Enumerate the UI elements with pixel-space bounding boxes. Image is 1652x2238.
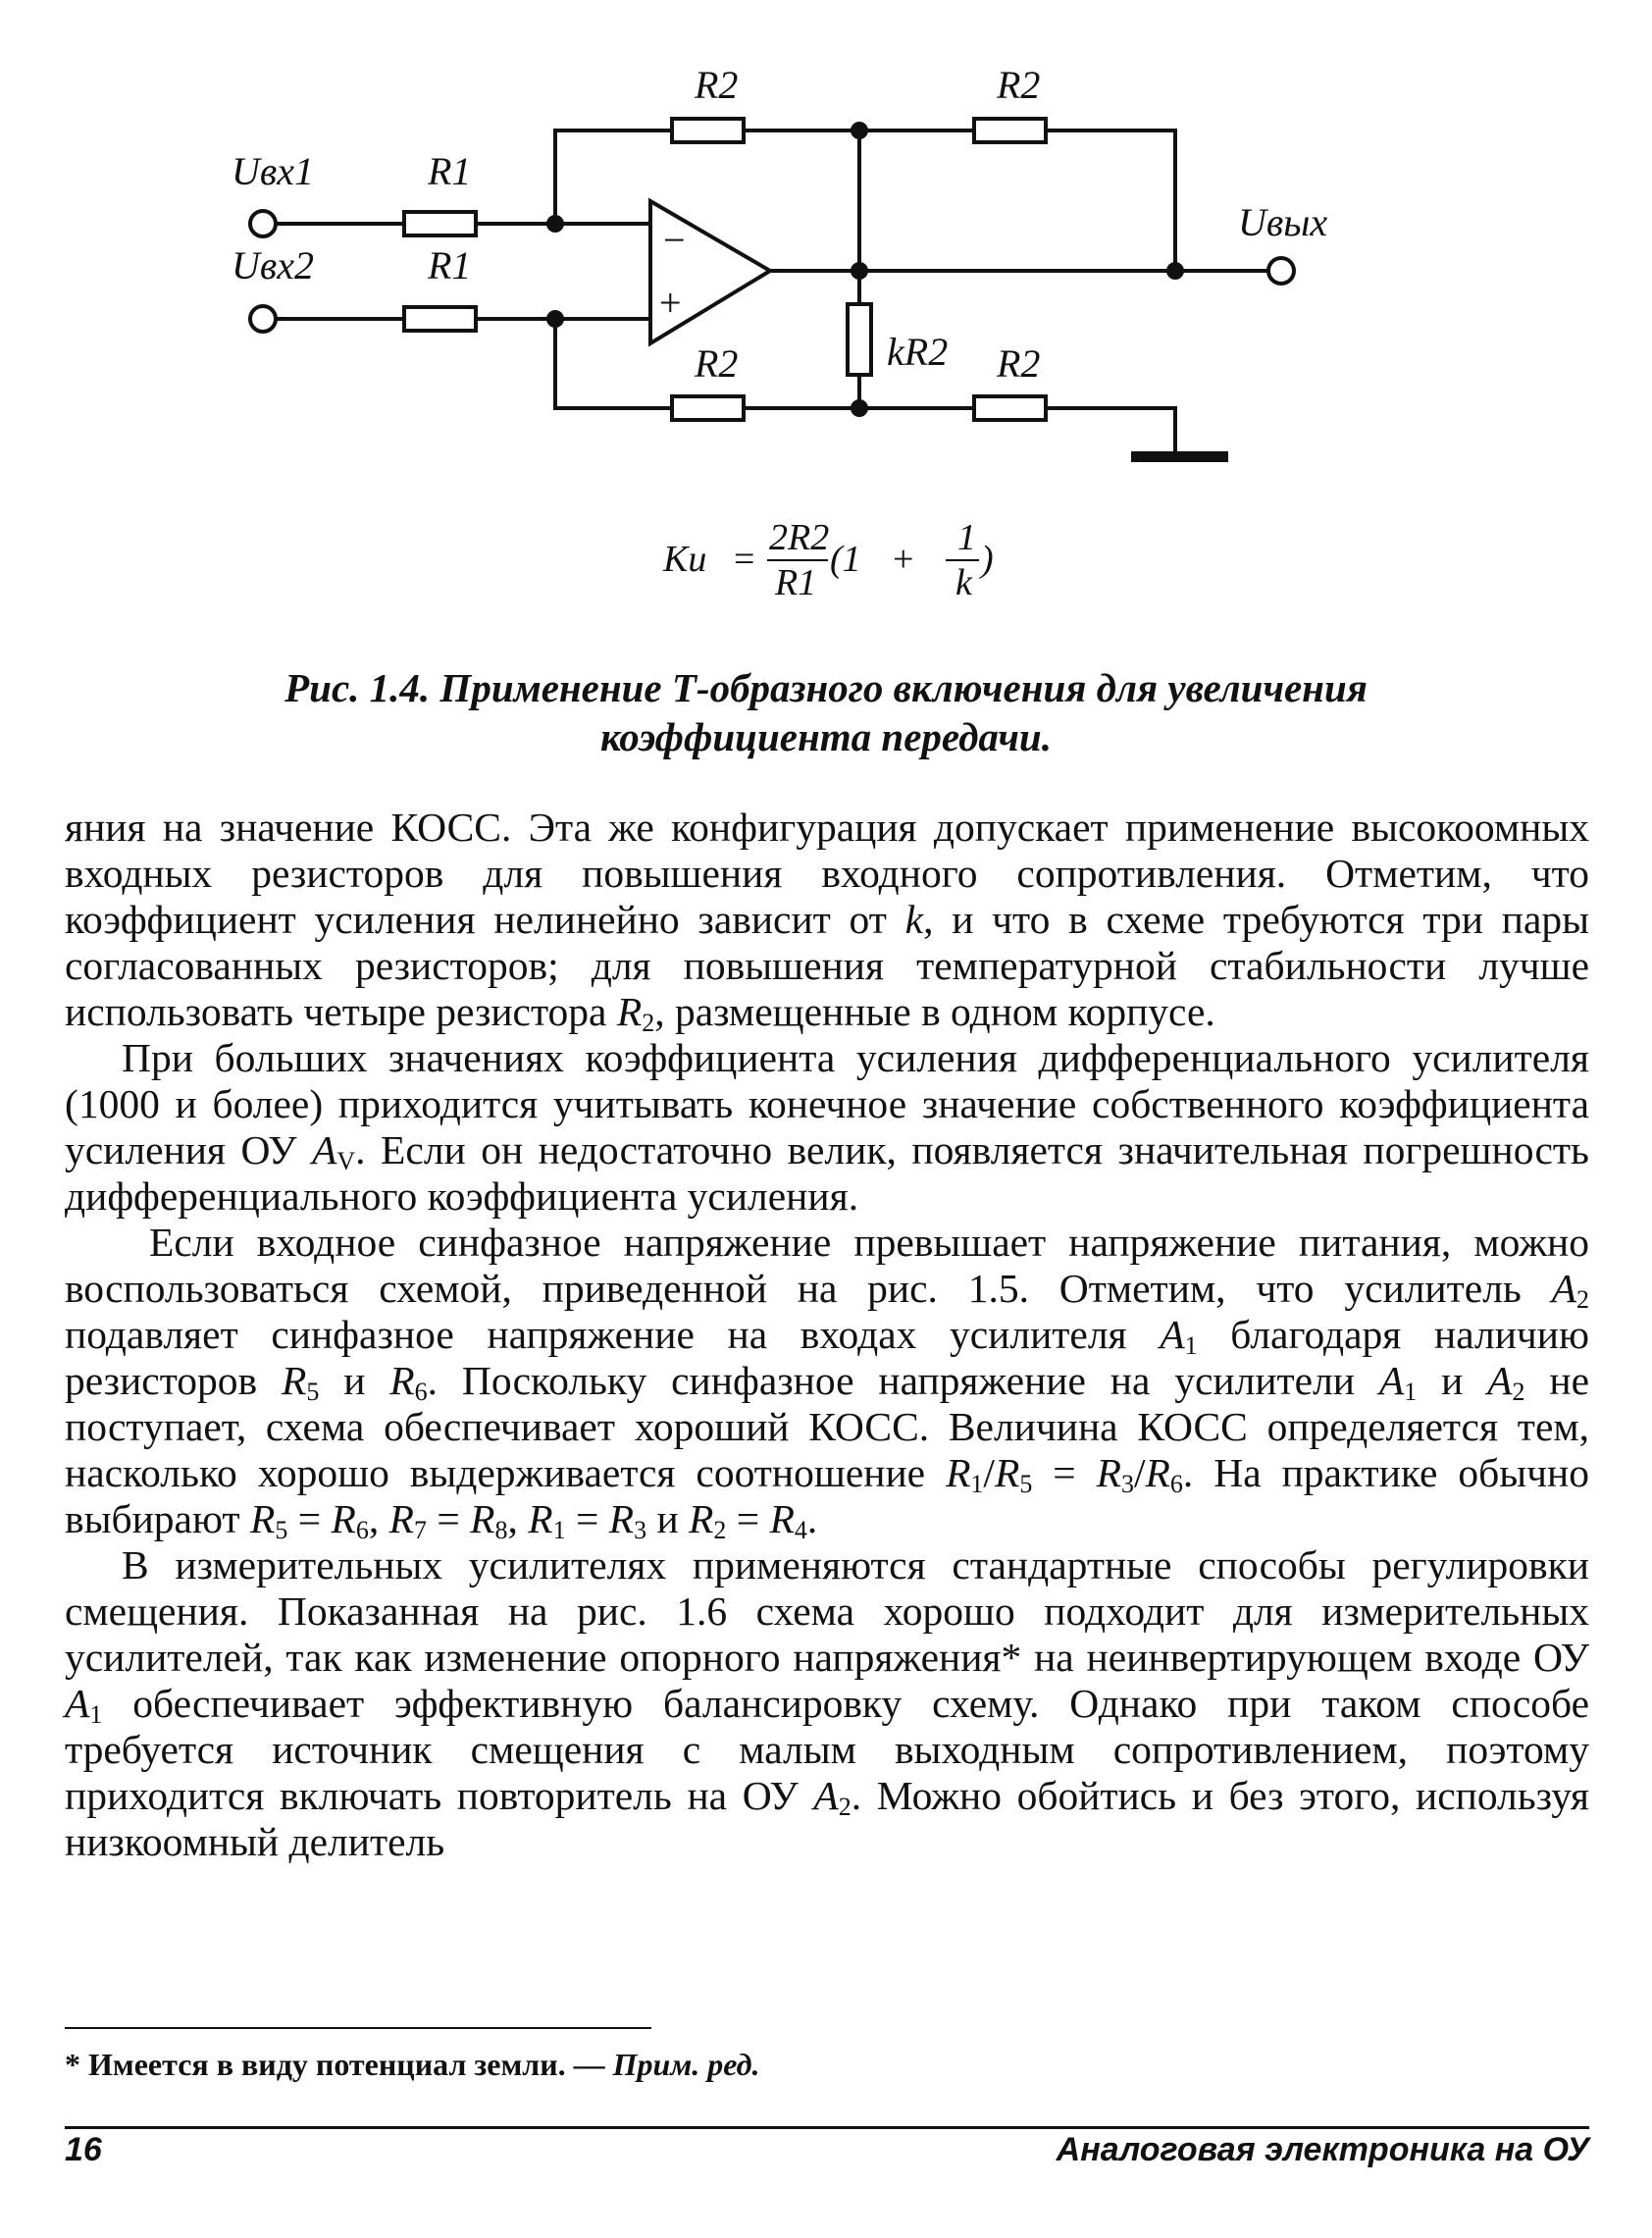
paragraph-3 (65, 1220, 1589, 1542)
resistor-r2-top-left (672, 119, 744, 142)
resistor-r1-bottom (404, 307, 476, 331)
resistor-r1-top (404, 212, 476, 235)
caption-number: 1.4. (369, 665, 431, 710)
ground-symbol (1131, 451, 1228, 462)
slash: / (983, 1450, 995, 1495)
subscript: 2 (1512, 1378, 1525, 1406)
formula-lhs: Ku (663, 539, 707, 580)
var-r: R (1096, 1450, 1121, 1495)
footnote-text: * Имеется в виду потенциал земли. — (65, 2047, 613, 2082)
caption-text-1: Применение Т-образного включения для увеличения (439, 665, 1368, 710)
formula-small-denominator: k (955, 562, 972, 603)
label-r1-top: R1 (428, 149, 472, 193)
var-r: R (282, 1358, 307, 1403)
label-uin1: Uвx1 (232, 149, 315, 193)
var-r: R (689, 1496, 714, 1541)
formula-open: (1 (830, 539, 861, 580)
junction-t-bottom (851, 399, 868, 417)
formula-equals: = (734, 539, 755, 580)
terminal-in1 (250, 211, 276, 236)
equals: = (287, 1496, 332, 1541)
text-run: обеспечивает эффективную балансировку схему. Однако при таком способе требуется источник смещения с малым выходным сопротивлением, поэтому приходится включать повторитель на ОУ (65, 1681, 1589, 1818)
figure-1-4 (0, 0, 1652, 549)
footer-divider (65, 2126, 1589, 2129)
var-a: A (1487, 1358, 1513, 1403)
formula-close: ) (981, 539, 994, 580)
subscript: 2 (838, 1793, 852, 1821)
resistor-kr2 (848, 304, 871, 375)
text-run: . На практике обычно выбирают (65, 1450, 1589, 1541)
var-r: R (470, 1496, 495, 1541)
var-r: R (608, 1496, 635, 1541)
label-opamp-minus: − (663, 218, 686, 262)
caption-line-2: коэффициента передачи. (600, 714, 1052, 759)
label-r2-bottom-left: R2 (695, 341, 739, 386)
gain-formula-block (663, 516, 1056, 604)
text-run: , и что в схеме требуются три пары согласованных резисторов; для повышения температурной стабильности лучше использовать четыре резистора (65, 897, 1589, 1034)
subscript: 3 (634, 1516, 647, 1544)
slash: / (1134, 1450, 1146, 1495)
text-run: подавляет синфазное напряжение на входах усилителя (65, 1312, 1161, 1357)
subscript: 2 (713, 1516, 727, 1544)
var-k: k (904, 897, 924, 942)
label-uin2: Uвx2 (232, 243, 315, 287)
var-r: R (388, 1496, 414, 1541)
text-run: . Поскольку синфазное напряжение на усилители (427, 1358, 1379, 1403)
text-run: благодаря наличию резисторов (65, 1312, 1589, 1403)
wire-ground (1046, 408, 1175, 453)
label-opamp-plus: + (659, 281, 682, 325)
subscript: 5 (306, 1378, 320, 1406)
comma: , (507, 1496, 529, 1541)
formula-plus: + (893, 539, 914, 580)
subscript: 6 (414, 1378, 428, 1406)
text-run: и (646, 1496, 690, 1541)
paragraph-2 (65, 1035, 1589, 1220)
var-a: A (1378, 1358, 1405, 1403)
subscript: 1 (552, 1516, 566, 1544)
var-a: A (813, 1773, 839, 1818)
var-r: R (389, 1358, 415, 1403)
subscript: 1 (1184, 1331, 1198, 1360)
terminal-in2 (250, 306, 276, 332)
label-r2-bottom-right: R2 (997, 341, 1041, 386)
figure-caption (147, 663, 1505, 761)
subscript: 1 (89, 1700, 103, 1729)
subscript: 5 (275, 1516, 288, 1544)
terminal-out (1268, 258, 1294, 284)
resistor-r2-bottom-left (672, 396, 744, 420)
subscript: 6 (355, 1516, 369, 1544)
subscript: 1 (970, 1470, 984, 1498)
running-title: Аналоговая электроника на ОУ (1056, 2131, 1589, 2168)
equals: = (565, 1496, 609, 1541)
period: . (806, 1496, 818, 1541)
caption-prefix: Рис. (284, 665, 360, 710)
footnote-editor-note: Прим. ред. (612, 2047, 760, 2082)
formula-denominator: R1 (775, 562, 817, 603)
text-run: . Если он недостаточно велик, появляется значительная погрешность дифференциального коэффициента усиления. (65, 1127, 1589, 1219)
wire-top-left (555, 130, 672, 224)
var-a: A (1551, 1266, 1576, 1311)
page-footer (65, 2131, 1589, 2180)
text-run: , размещенные в одном корпусе. (654, 989, 1215, 1034)
equals: = (726, 1496, 770, 1541)
subscript: 7 (413, 1516, 427, 1544)
footnote-divider (65, 2027, 651, 2029)
var-r: R (249, 1496, 276, 1541)
label-uout: Uвых (1238, 200, 1328, 244)
caption-line-1 (147, 663, 1505, 712)
label-r2-top-right: R2 (997, 63, 1041, 107)
label-r2-top-left: R2 (695, 63, 739, 107)
junction-minus (546, 215, 564, 233)
paragraph-4 (65, 1542, 1589, 1865)
subscript: 2 (642, 1009, 655, 1037)
formula-numerator: 2R2 (769, 517, 830, 558)
subscript: V (336, 1147, 356, 1175)
wire-bottom-left (555, 319, 672, 408)
label-kr2: kR2 (887, 330, 949, 374)
text-run: и (1417, 1358, 1488, 1403)
text-run: . Можно обойтись и без этого, используя низкоомный делитель (65, 1773, 1590, 1864)
junction-t-top (851, 122, 868, 139)
var-r: R (616, 989, 643, 1034)
var-r: R (994, 1450, 1020, 1495)
var-a: A (1160, 1312, 1185, 1357)
junction-output (1166, 262, 1184, 280)
text-run: не поступает, схема обеспечивает хороший КОСС. Величина КОСС определяется тем, насколько хорошо выдерживается соотношение (65, 1358, 1589, 1495)
junction-plus (546, 310, 564, 328)
body-text (65, 805, 1589, 1865)
page-number: 16 (65, 2131, 102, 2168)
subscript: 1 (1404, 1378, 1418, 1406)
var-a: A (65, 1681, 90, 1726)
subscript: 5 (1019, 1470, 1033, 1498)
junction-t-output (851, 262, 868, 280)
var-r: R (946, 1450, 971, 1495)
resistor-r2-top-right (974, 119, 1046, 142)
formula-small-numerator: 1 (957, 517, 976, 558)
text-run: В измерительных усилителях применяются стандартные способы регулировки смещения. Показанная на рис. 1.6 схема хорошо подходит для измерительных усилителей, так как изменение опорного напряжения* на неинвертирующем входе ОУ (65, 1542, 1589, 1680)
text-run: При больших значениях коэффициента усиления дифференциального усилителя (1000 и более) приходится учитывать конечное значение собственного коэффициента усиления ОУ (65, 1035, 1589, 1172)
subscript: 8 (494, 1516, 508, 1544)
label-r1-bottom: R1 (428, 243, 472, 287)
text-run: яния на значение КОСС. Эта же конфигурация допускает применение высокоомных входных резисторов для повышения входного сопротивления. Отметим, что коэффициент усиления нелинейно зависит от (65, 805, 1589, 942)
footnote (65, 2047, 760, 2083)
subscript: 2 (1576, 1285, 1589, 1314)
comma: , (368, 1496, 389, 1541)
text-run: и (319, 1358, 390, 1403)
var-r: R (1145, 1450, 1170, 1495)
text-run: Если входное синфазное напряжение превышает напряжение питания, можно воспользоваться схемой, приведенной на рис. 1.5. Отметим, что усилитель (65, 1220, 1589, 1311)
var-r: R (528, 1496, 553, 1541)
var-r: R (331, 1496, 356, 1541)
var-r: R (769, 1496, 795, 1541)
paragraph-1 (65, 805, 1589, 1035)
equals: = (426, 1496, 471, 1541)
equals: = (1032, 1450, 1097, 1495)
resistor-r2-bottom-right (974, 396, 1046, 420)
subscript: 4 (794, 1516, 807, 1544)
var-a: A (312, 1127, 337, 1172)
subscript: 6 (1169, 1470, 1183, 1498)
subscript: 3 (1121, 1470, 1134, 1498)
wire-top-right (1046, 130, 1175, 271)
circuit-schematic (0, 0, 1652, 549)
